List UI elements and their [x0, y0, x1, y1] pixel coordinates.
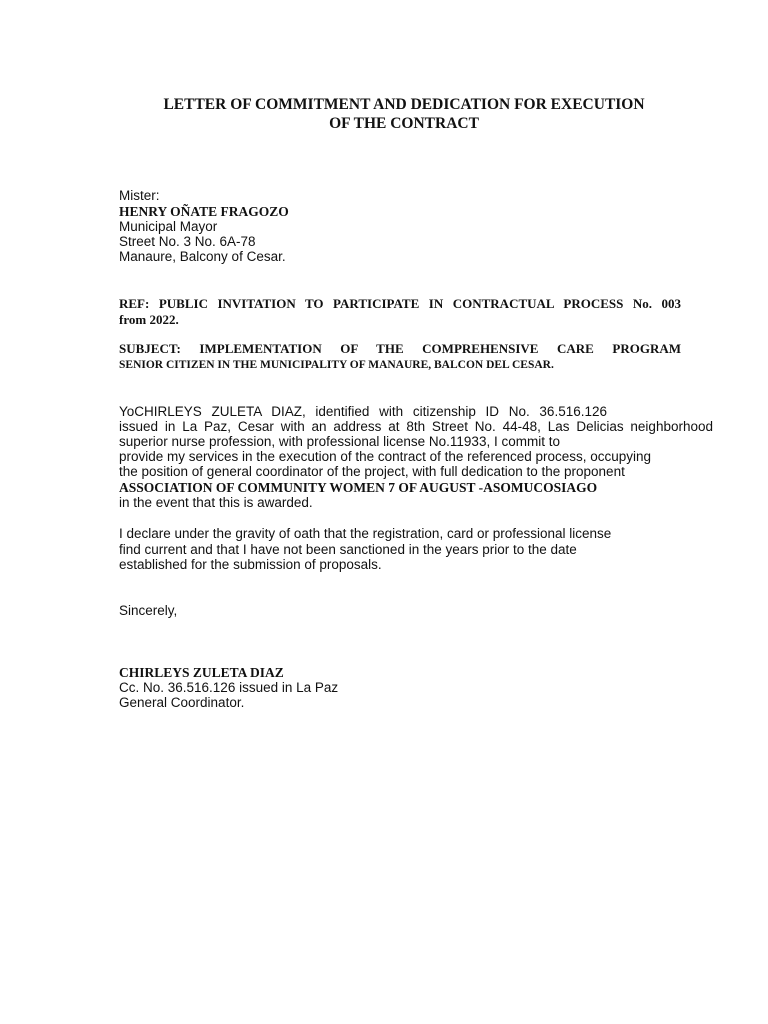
recipient-position: Municipal Mayor [119, 219, 218, 234]
signature-role: General Coordinator. [119, 695, 245, 710]
body-paragraph-1-line-1: YoCHIRLEYS ZULETA DIAZ, identified with citizenship ID No. 36.516.126 [119, 404, 607, 419]
body-paragraph-2-line-3: established for the submission of proposals. [119, 557, 382, 572]
reference-line-1: REF: PUBLIC INVITATION TO PARTICIPATE IN CONTRACTUAL PROCESS No. 003 [119, 296, 681, 311]
signature-id-line: Cc. No. 36.516.126 issued in La Paz [119, 680, 339, 695]
body-paragraph-2-line-2: find current and that I have not been sanctioned in the years prior to the date [119, 542, 577, 557]
body-paragraph-1-line-2: issued in La Paz, Cesar with an address at 8th Street No. 44-48, Las Delicias neighborhood [119, 419, 713, 434]
recipient-name: HENRY OÑATE FRAGOZO [119, 204, 289, 219]
recipient-city: Manaure, Balcony of Cesar. [119, 249, 286, 264]
body-proponent-name: ASSOCIATION OF COMMUNITY WOMEN 7 OF AUGUST -ASOMUCOSIAGO [119, 480, 598, 495]
closing-text: Sincerely, [119, 603, 178, 618]
body-paragraph-1-line-3: superior nurse profession, with professional license No.11933, I commit to [119, 434, 560, 449]
body-paragraph-1-line-5: the position of general coordinator of the project, with full dedication to the proponent [119, 464, 625, 479]
body-paragraph-1-line-4: provide my services in the execution of the contract of the referenced process, occupying [119, 449, 652, 464]
body-paragraph-2-line-1: I declare under the gravity of oath that the registration, card or professional license [119, 526, 612, 541]
document-title-line-2: OF THE CONTRACT [329, 115, 479, 132]
recipient-salutation: Mister: [119, 188, 160, 203]
document-title-line-1: LETTER OF COMMITMENT AND DEDICATION FOR EXECUTION [163, 96, 645, 113]
reference-line-2: from 2022. [119, 312, 179, 327]
recipient-street: Street No. 3 No. 6A-78 [119, 234, 256, 249]
body-paragraph-1-line-7: in the event that this is awarded. [119, 495, 313, 510]
subject-line-1: SUBJECT: IMPLEMENTATION OF THE COMPREHENSIVE CARE PROGRAM [119, 341, 681, 356]
signature-name: CHIRLEYS ZULETA DIAZ [119, 665, 284, 680]
subject-line-2: SENIOR CITIZEN IN THE MUNICIPALITY OF MANAURE, BALCON DEL CESAR. [119, 359, 554, 371]
